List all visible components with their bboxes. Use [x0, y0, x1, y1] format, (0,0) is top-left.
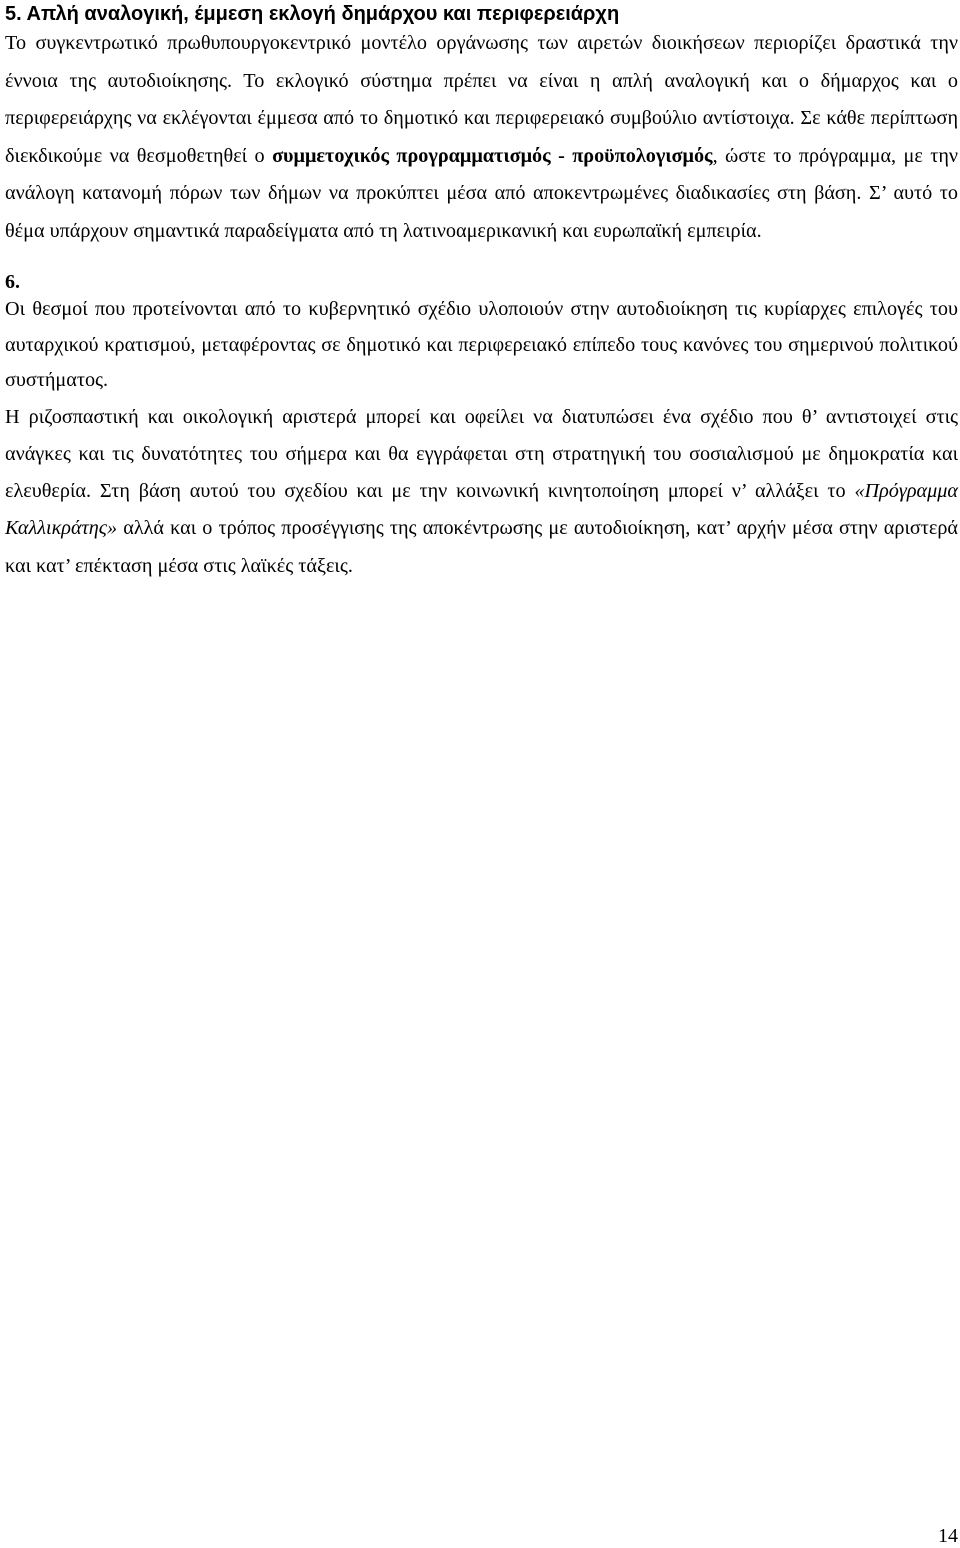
section-6-italic-term: «Πρόγραμμα Καλλικράτης» [5, 480, 958, 540]
section-6-paragraph-2 [5, 399, 958, 585]
section-6-paragraph-1: Οι θεσμοί που προτείνονται από το κυβερνητικό σχέδιο υλοποιούν στην αυτοδιοίκηση τις κυρίαρχες επιλογές του αυταρχικού κρατισμού, μεταφέροντας σε δημοτικό και περιφερειακό επίπεδο τους κανόνες του σημερινού πολιτικού συστήματος. [5, 298, 958, 392]
document-page [5, 0, 958, 585]
section-6-text-end: αλλά και ο τρόπος προσέγγισης της αποκέντρωσης με αυτοδιοίκηση, κατ’ αρχήν μέσα στην αριστερά και κατ’ επέκταση μέσα στις λαϊκές τάξεις. [5, 517, 958, 577]
section-6-text-start: Η ριζοσπαστική και οικολογική αριστερά μπορεί και οφείλει να διατυπώσει ένα σχέδιο που θ’ αντιστοιχεί στις ανάγκες και τις δυνατότητες του σήμερα και θα εγγράφεται στη στρατηγική του σοσιαλισμού με δημοκρατία και ελευθερία. Στη βάση αυτού του σχεδίου και με την κοινωνική κινητοποίηση μπορεί ν’ αλλάξει το [5, 405, 958, 503]
section-5-paragraph [5, 25, 958, 250]
section-5-heading: 5. Απλή αναλογική, έμμεση εκλογή δημάρχου και περιφερειάρχη [5, 3, 620, 25]
page-number: 14 [938, 1525, 958, 1547]
section-5-bold-term: συμμετοχικός προγραμματισμός - προϋπολογισμός [272, 144, 713, 167]
section-6-number: 6. [5, 271, 20, 293]
section-5-text-start: Το συγκεντρωτικό πρωθυπουργοκεντρικό μοντέλο οργάνωσης των αιρετών διοικήσεων περιορίζει δραστικά την έννοια της αυτοδιοίκησης. Το εκλογικό σύστημα πρέπει να είναι η απλή αναλογική και ο δήμαρχος και ο περιφερειάρχης να εκλέγονται έμμεσα από το δημοτικό και περιφερειακό συμβούλιο αντίστοιχα. Σε κάθε περίπτωση διεκδικούμε να θεσμοθετηθεί ο [5, 32, 958, 167]
section-5-text-end: , ώστε το πρόγραμμα, με την ανάλογη κατανομή πόρων των δήμων να προκύπτει μέσα από αποκεντρωμένες διαδικασίες στη βάση. Σ’ αυτό το θέμα υπάρχουν σημαντικά παραδείγματα από τη λατινοαμερικανική και ευρωπαϊκή εμπειρία. [5, 144, 959, 242]
